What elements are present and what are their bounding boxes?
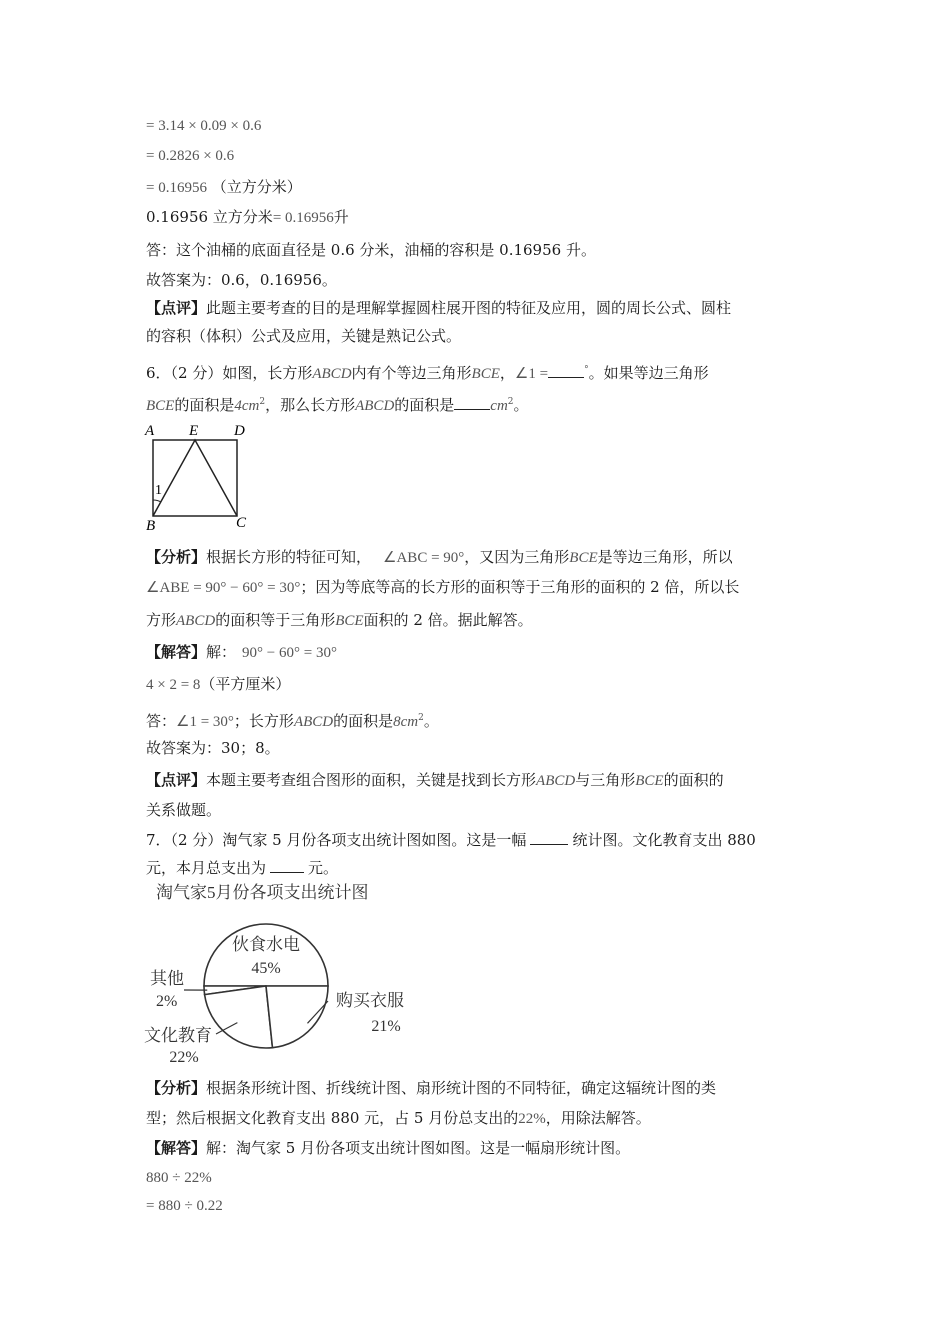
- q6-q2-mid3: 的面积是: [394, 396, 455, 414]
- q6-q2-tri: BCE: [146, 398, 175, 414]
- q6-q2-mid: 的面积是: [174, 396, 235, 414]
- q6-final-answer: 故答案为：30；8。: [146, 739, 280, 757]
- triangle-bce: [153, 440, 237, 516]
- q6-a1-math: ∠ABC = 90°: [383, 550, 465, 566]
- q6-ans-rect: ABCD: [293, 714, 334, 730]
- q6-unit: cm: [490, 398, 508, 414]
- q5-conv-a: 0.16956 立方分米: [146, 208, 273, 226]
- q6-a3-text3: 面积的 2 倍。据此解答。: [363, 611, 533, 629]
- pie-label-category-1: 伙食水电: [232, 935, 300, 954]
- q7-solution-line-2: 880 ÷ 22%: [146, 1170, 212, 1186]
- q6-solution-tag: 【解答】: [146, 643, 207, 661]
- q6-a3-text2: 的面积等于三角形: [215, 611, 336, 629]
- pie-label-category-2: 购买衣服: [336, 991, 404, 1010]
- q6-angle-blank[interactable]: [548, 363, 584, 378]
- q6-comment-line-2: 关系做题。: [146, 801, 222, 819]
- q6-analysis-line-3: [146, 610, 533, 631]
- label-c: C: [236, 515, 247, 531]
- q5-comment-line-2: 的容积（体积）公式及应用，关键是熟记公式。: [146, 327, 462, 345]
- q7-a2-text2: ，用除法解答。: [545, 1109, 651, 1127]
- q7-analysis-line-2: [146, 1108, 651, 1129]
- q6-analysis-line-1: [146, 547, 733, 568]
- q7-solution-line-1: [146, 1138, 630, 1158]
- q6-s2-unit: （平方厘米）: [200, 675, 291, 693]
- q5-calc-line-1: = 3.14 × 0.09 × 0.6: [146, 118, 262, 134]
- q6-solution-line-2: [146, 674, 290, 695]
- q6-ans-a: 答：: [146, 712, 177, 730]
- chart-title: 淘气家5月份各项支出统计图: [156, 883, 369, 902]
- q7-q1-a: 7．（2 分）淘气家 5 月份各项支出统计图如图。这是一幅: [146, 831, 527, 849]
- q7-solution-tag: 【解答】: [146, 1139, 207, 1157]
- q6-q2-rect: ABCD: [355, 398, 395, 414]
- q6-a3-tri: BCE: [335, 613, 364, 629]
- q6-c1-rect: ABCD: [536, 773, 576, 789]
- q6-analysis-line-2: [146, 577, 739, 598]
- q6-c1-text3: 的面积的: [663, 771, 724, 789]
- q6-unit-sq: 2: [507, 397, 514, 407]
- q6-ans-d: 。: [423, 712, 439, 730]
- pie-label-category-3: 文化教育: [144, 1026, 212, 1045]
- q6-a1-text2: ，又因为三角形: [464, 548, 570, 566]
- pie-label-value-2: 21%: [371, 1018, 401, 1035]
- q7-question-line-2: [146, 858, 338, 878]
- q6-question-line-1: [146, 360, 709, 384]
- q5-comment-line-1: [146, 298, 731, 318]
- q7-q2-a: 元，本月总支出为: [146, 859, 267, 877]
- q6-a2-math: ∠ABE = 90° − 60° = 30°: [146, 580, 301, 596]
- q7-type-blank[interactable]: [530, 830, 568, 845]
- q6-area-blank[interactable]: [454, 395, 490, 410]
- q6-a1-text3: 是等边三角形，所以: [597, 548, 733, 566]
- q6-comment-line-1: [146, 770, 724, 791]
- q6-c1-text: 本题主要考查组合图形的面积，关键是找到长方形: [206, 771, 537, 789]
- q7-a2-math: 22%: [518, 1111, 546, 1127]
- angle-1-arc: [153, 500, 161, 502]
- q6-mid1: 内有个等边三角形: [351, 364, 472, 382]
- label-e: E: [189, 423, 199, 439]
- q6-area-value: 4cm: [234, 398, 260, 414]
- pie-label-category-4: 其他: [150, 969, 184, 988]
- q6-a2-text: ；因为等底等高的长方形的面积等于三角形的面积的 2 倍，所以长: [300, 578, 740, 596]
- pie-chart: [140, 878, 440, 1068]
- q6-ans-c: 的面积是: [333, 712, 394, 730]
- pie-slice-3: [205, 986, 273, 1048]
- q6-prefix: 6．（2 分）如图，长方形: [146, 364, 313, 382]
- q7-total-blank[interactable]: [270, 858, 304, 873]
- q6-a1-tri: BCE: [569, 550, 598, 566]
- q6-analysis-tag: 【分析】: [146, 548, 207, 566]
- q7-q1-b: 统计图。文化教育支出 880: [572, 831, 756, 849]
- q6-area-sq: 2: [259, 397, 266, 407]
- q5-calc3-math: = 0.16956: [146, 180, 207, 196]
- q5-calc3-unit: （立方分米）: [211, 178, 302, 196]
- q7-analysis-tag: 【分析】: [146, 1079, 207, 1097]
- q6-s1-math: 90° − 60° = 30°: [242, 645, 337, 661]
- q6-q2-end: 。: [513, 396, 529, 414]
- q5-conv-math: = 0.16956: [272, 210, 334, 226]
- q6-ans-math: ∠1 = 30°: [176, 714, 234, 730]
- q5-conversion: [146, 207, 349, 228]
- pie-label-value-3: 22%: [169, 1049, 199, 1066]
- rectangle-triangle-figure: [140, 418, 260, 536]
- q5-answer: 答：这个油桶的底面直径是 0.6 分米，油桶的容积是 0.16956 升。: [146, 241, 596, 259]
- q6-question-line-2: [146, 392, 529, 416]
- q5-calc-line-3: [146, 177, 302, 198]
- label-d: D: [234, 423, 245, 439]
- q6-angle-label: ∠1 =: [514, 366, 549, 382]
- q6-comment-tag: 【点评】: [146, 771, 207, 789]
- q5-calc-line-2: = 0.2826 × 0.6: [146, 148, 235, 164]
- q6-s1-text: 解：: [206, 643, 237, 661]
- q6-q2-mid2: ，那么长方形: [265, 396, 356, 414]
- pie-label-value-1: 45%: [251, 960, 281, 977]
- q6-a1-text: 根据长方形的特征可知，: [206, 548, 372, 566]
- q6-ans-sq: 2: [418, 713, 424, 723]
- q6-comma: ，: [499, 364, 515, 382]
- pie-label-value-4: 2%: [156, 993, 178, 1010]
- q7-analysis-line-1: [146, 1078, 716, 1098]
- label-b: B: [146, 518, 156, 534]
- q6-a3-rect: ABCD: [176, 613, 216, 629]
- q6-c1-text2: 与三角形: [575, 771, 636, 789]
- q5-final-answer: 故答案为：0.6，0.16956。: [146, 271, 337, 289]
- q5-conv-unit: 升: [333, 208, 349, 226]
- q6-answer: [146, 708, 439, 732]
- label-angle-1: 1: [155, 483, 162, 498]
- q6-solution-line-1: [146, 642, 337, 663]
- q7-a1: 根据条形统计图、折线统计图、扇形统计图的不同特征，确定这辐统计图的类: [206, 1079, 717, 1097]
- q6-c1-tri: BCE: [635, 773, 664, 789]
- q7-a2-text: 型；然后根据文化教育支出 880 元，占 5 月份总支出的: [146, 1109, 519, 1127]
- q7-solution-line-3: = 880 ÷ 0.22: [146, 1198, 223, 1214]
- q6-s2-math: 4 × 2 = 8: [146, 677, 201, 693]
- q6-degree: °: [584, 365, 589, 375]
- q6-mid2: 。如果等边三角形: [588, 364, 709, 382]
- rectangle-abcd: [153, 440, 237, 516]
- q5-comment-text-1: 此题主要考查的目的是理解掌握圆柱展开图的特征及应用，圆的周长公式、圆柱: [206, 299, 732, 317]
- q7-q2-b: 元。: [308, 859, 339, 877]
- q6-ans-value: 8cm: [393, 714, 419, 730]
- q6-tri-name: BCE: [471, 366, 500, 382]
- pie-slice-2: [266, 986, 328, 1048]
- label-a: A: [145, 423, 155, 439]
- q7-s1: 解：淘气家 5 月份各项支出统计图如图。这是一幅扇形统计图。: [206, 1139, 631, 1157]
- q6-a3-text: 方形: [146, 611, 177, 629]
- q6-rect-name: ABCD: [312, 366, 352, 382]
- q7-question-line-1: [146, 830, 756, 850]
- q5-comment-tag: 【点评】: [146, 299, 207, 317]
- q6-ans-b: ；长方形: [233, 712, 294, 730]
